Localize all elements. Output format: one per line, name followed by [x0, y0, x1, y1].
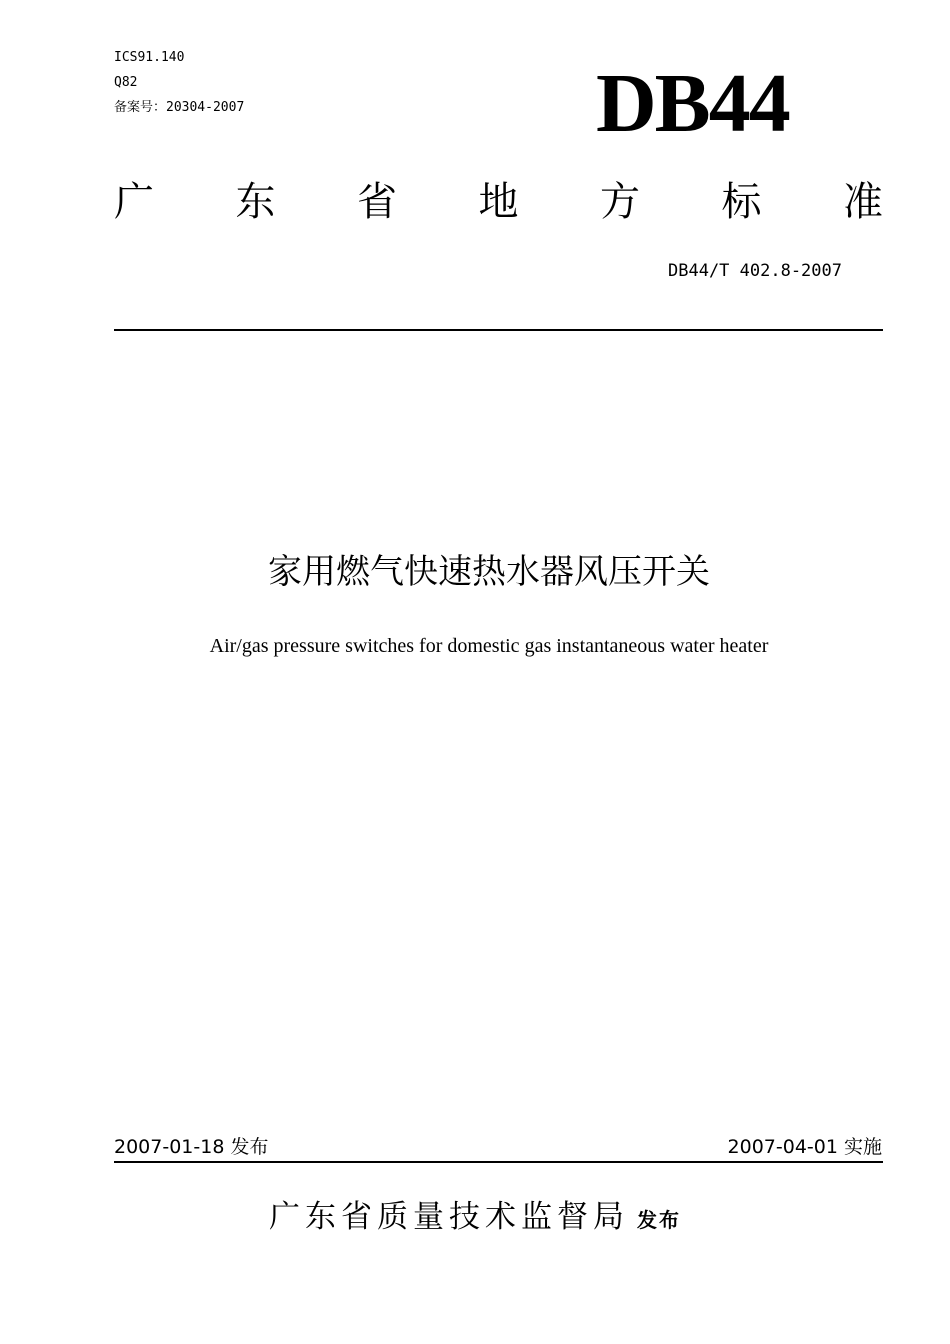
standard-type-char: 方: [600, 179, 640, 225]
document-title-english: Air/gas pressure switches for domestic gas instantaneous water heater: [209, 635, 769, 657]
standard-number: DB44/T 402.8-2007: [668, 261, 842, 281]
ccs-code: Q82: [114, 75, 138, 90]
issuer-name: 广东省质量技术监督局: [269, 1199, 629, 1235]
standard-type-char: 准: [843, 179, 883, 225]
document-title-chinese: 家用燃气快速热水器风压开关: [268, 552, 710, 592]
standard-type-char: 东: [235, 179, 276, 225]
standard-type-char: 标: [721, 179, 762, 225]
bottom-divider: [114, 1161, 883, 1163]
filing-number: 备案号：20304-2007: [114, 100, 245, 115]
top-divider: [114, 329, 883, 331]
issuer-line: [0, 1197, 950, 1242]
standard-type-char: 广: [114, 179, 154, 225]
ics-code: ICS91.140: [114, 50, 185, 65]
standard-type-char: 地: [478, 179, 519, 225]
issuer-action: 发布: [637, 1208, 681, 1232]
db44-logo: DB44: [596, 57, 789, 150]
publish-date: 2007-01-18 发布: [114, 1136, 269, 1158]
implementation-date: 2007-04-01 实施: [727, 1136, 882, 1158]
standard-type-heading: [114, 178, 883, 226]
standard-type-char: 省: [357, 179, 397, 225]
